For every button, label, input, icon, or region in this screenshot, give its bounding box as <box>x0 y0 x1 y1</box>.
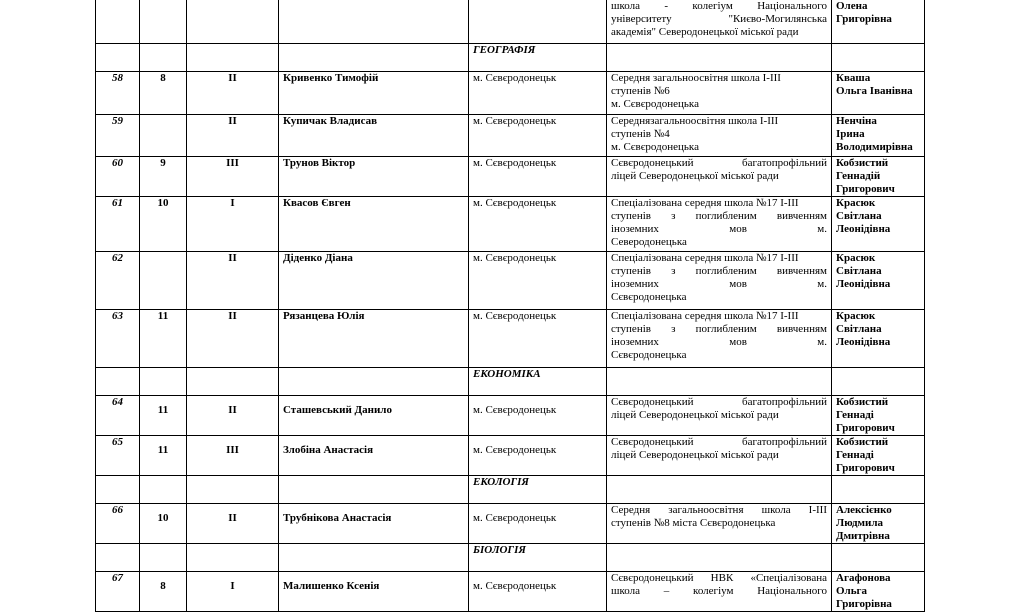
school-cell <box>607 72 832 115</box>
teacher-line: Агафонова <box>836 572 891 584</box>
teacher-line: Кобзистий <box>836 157 889 169</box>
section-heading: БІОЛОГІЯ <box>469 544 607 572</box>
table-row <box>96 396 925 436</box>
section-heading: ГЕОГРАФІЯ <box>469 44 607 72</box>
teacher-line: Ольга Іванівна <box>836 85 913 97</box>
school-line: Сєвєродонецький багатопрофільний <box>611 157 827 169</box>
teacher-cell <box>832 310 925 368</box>
student-name: Купичак Владисав <box>279 115 469 157</box>
school-line: іноземних мов м. <box>611 278 827 290</box>
table-row-continued <box>96 0 925 44</box>
student-name: Трубнікова Анастасія <box>279 504 469 544</box>
row-number: 66 <box>96 504 140 544</box>
student-name: Квасов Євген <box>279 197 469 252</box>
city: м. Сєвєродонецьк <box>469 252 607 310</box>
table-row <box>96 157 925 197</box>
school-cell <box>607 252 832 310</box>
table-row <box>96 72 925 115</box>
row-number: 65 <box>96 436 140 476</box>
teacher-line: Ірина Володимирівна <box>836 128 913 153</box>
teacher-line: Красюк <box>836 197 876 209</box>
row-number: 64 <box>96 396 140 436</box>
school-line: іноземних мов м. <box>611 223 827 235</box>
diploma-level: I <box>187 197 279 252</box>
school-line: ліцей Северодонецької міської ради <box>611 449 779 461</box>
teacher-cell <box>832 0 925 44</box>
school-cell <box>607 436 832 476</box>
teacher-line: Світлана Леонідівна <box>836 323 891 348</box>
teacher-cell <box>832 396 925 436</box>
table-row <box>96 115 925 157</box>
grade: 9 <box>140 157 187 197</box>
school-line: м. Сєвєродонецька <box>611 98 699 110</box>
school-line: м. Сєвєродонецька <box>611 141 699 153</box>
school-line: ступенів №8 міста Сєвєродонецька <box>611 517 776 529</box>
school-line: Сєвєродонецький НВК «Спеціалізована <box>611 572 827 584</box>
school-line: ступенів з поглибленим вивченням <box>611 210 827 222</box>
teacher-line: Світлана Леонідівна <box>836 265 891 290</box>
school-line: Середня загальноосвітня школа І-ІІІ <box>611 72 781 84</box>
school-cell <box>607 396 832 436</box>
section-row-ecology <box>96 476 925 504</box>
row-number: 58 <box>96 72 140 115</box>
school-line: ступенів з поглибленим вивченням <box>611 323 827 335</box>
school-cell <box>607 0 832 44</box>
school-line: Северодонецька <box>611 236 687 248</box>
diploma-level: II <box>187 310 279 368</box>
city: м. Сєвєродонецьк <box>469 310 607 368</box>
school-line: ступенів №4 <box>611 128 670 140</box>
city: м. Сєвєродонецьк <box>469 115 607 157</box>
teacher-cell <box>832 115 925 157</box>
teacher-line: Геннаді Григорович <box>836 449 895 474</box>
student-name: Кривенко Тимофій <box>279 72 469 115</box>
school-line: Сєвєродонецька <box>611 291 687 303</box>
school-line: школа – колегіум Національного <box>611 585 827 597</box>
teacher-line: Геннаді Григорович <box>836 409 895 434</box>
city: м. Сєвєродонецьк <box>469 572 607 612</box>
row-number: 67 <box>96 572 140 612</box>
teacher-cell <box>832 197 925 252</box>
school-line: ступенів з поглибленим вивченням <box>611 265 827 277</box>
teacher-line: Світлана Леонідівна <box>836 210 891 235</box>
section-row-biology <box>96 544 925 572</box>
teacher-cell <box>832 252 925 310</box>
city: м. Сєвєродонецьк <box>469 504 607 544</box>
school-line: Середня загальноосвітня школа І-ІІІ <box>611 504 827 516</box>
grade: 8 <box>140 572 187 612</box>
row-number: 59 <box>96 115 140 157</box>
city: м. Сєвєродонецьк <box>469 157 607 197</box>
section-heading: ЕКОЛОГІЯ <box>469 476 607 504</box>
grade <box>140 115 187 157</box>
num-cell <box>96 0 140 44</box>
name-cell <box>279 0 469 44</box>
school-cell <box>607 157 832 197</box>
diploma-level: III <box>187 436 279 476</box>
grade: 10 <box>140 504 187 544</box>
table-row <box>96 436 925 476</box>
school-line: ліцей Северодонецької міської ради <box>611 170 779 182</box>
city: м. Сєвєродонецьк <box>469 197 607 252</box>
diploma-level: III <box>187 157 279 197</box>
teacher-line: Кобзистий <box>836 436 889 448</box>
city: м. Сєвєродонецьк <box>469 396 607 436</box>
city-cell <box>469 0 607 44</box>
school-line: школа - колегіум Національного <box>611 0 827 12</box>
table-row <box>96 252 925 310</box>
row-number: 62 <box>96 252 140 310</box>
row-number: 60 <box>96 157 140 197</box>
grade: 11 <box>140 396 187 436</box>
row-number: 63 <box>96 310 140 368</box>
teacher-line: Кобзистий <box>836 396 889 408</box>
grade <box>140 252 187 310</box>
table-row <box>96 504 925 544</box>
city: м. Сєвєродонецьк <box>469 436 607 476</box>
table-row <box>96 197 925 252</box>
section-row-economics <box>96 368 925 396</box>
teacher-line: Олена Григорівна <box>836 0 892 25</box>
results-table <box>95 0 925 612</box>
school-line: Спеціалізована середня школа №17 І-ІІІ <box>611 252 799 264</box>
school-line: іноземних мов м. <box>611 336 827 348</box>
school-line: Середнязагальноосвітня школа І-ІІІ <box>611 115 779 127</box>
school-line: ліцей Северодонецької міської ради <box>611 409 779 421</box>
table-row <box>96 310 925 368</box>
school-line: академія" Северодонецької міської ради <box>611 26 799 38</box>
teacher-cell <box>832 572 925 612</box>
grade: 11 <box>140 436 187 476</box>
school-cell <box>607 115 832 157</box>
teacher-cell <box>832 157 925 197</box>
city: м. Сєвєродонецьк <box>469 72 607 115</box>
diploma-level: II <box>187 396 279 436</box>
table-row <box>96 572 925 612</box>
school-cell <box>607 504 832 544</box>
teacher-cell <box>832 436 925 476</box>
school-cell <box>607 310 832 368</box>
grade: 11 <box>140 310 187 368</box>
teacher-line: Красюк <box>836 310 876 322</box>
student-name: Сташевський Данило <box>279 396 469 436</box>
student-name: Рязанцева Юлія <box>279 310 469 368</box>
school-cell <box>607 197 832 252</box>
school-line: Спеціалізована середня школа №17 І-ІІІ <box>611 310 799 322</box>
diploma-level: II <box>187 252 279 310</box>
school-line: Сєвєродонецька <box>611 349 687 361</box>
section-row-geography <box>96 44 925 72</box>
grade: 8 <box>140 72 187 115</box>
level-cell <box>187 0 279 44</box>
school-line: ступенів №6 <box>611 85 670 97</box>
grade-cell <box>140 0 187 44</box>
school-cell <box>607 572 832 612</box>
teacher-line: Алексієнко <box>836 504 892 516</box>
school-line: Сєвєродонецький багатопрофільний <box>611 436 827 448</box>
student-name: Малишенко Ксенія <box>279 572 469 612</box>
row-number: 61 <box>96 197 140 252</box>
teacher-line: Кваша <box>836 72 871 84</box>
teacher-line: Людмила Дмитрівна <box>836 517 890 542</box>
diploma-level: I <box>187 572 279 612</box>
diploma-level: II <box>187 504 279 544</box>
teacher-cell <box>832 72 925 115</box>
school-line: Спеціалізована середня школа №17 І-ІІІ <box>611 197 799 209</box>
grade: 10 <box>140 197 187 252</box>
diploma-level: II <box>187 115 279 157</box>
student-name: Діденко Діана <box>279 252 469 310</box>
teacher-cell <box>832 504 925 544</box>
teacher-line: Красюк <box>836 252 876 264</box>
section-heading: ЕКОНОМІКА <box>469 368 607 396</box>
school-line: Сєвєродонецький багатопрофільний <box>611 396 827 408</box>
student-name: Злобіна Анастасія <box>279 436 469 476</box>
diploma-level: II <box>187 72 279 115</box>
student-name: Трунов Віктор <box>279 157 469 197</box>
teacher-line: Ненчіна <box>836 115 877 127</box>
teacher-line: Геннадій Григорович <box>836 170 895 195</box>
teacher-line: Ольга Григорівна <box>836 585 892 610</box>
school-line: університету "Києво-Могилянська <box>611 13 827 25</box>
